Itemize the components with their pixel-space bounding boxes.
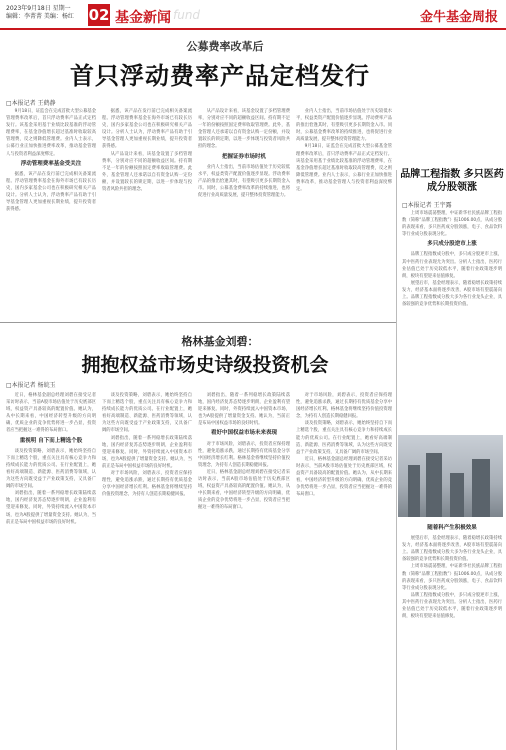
article1-col3 [198, 108, 290, 320]
article2-paragraph: 对于市场风险，刘碧表示，投资者应保持理性，避免追涨杀跌，通过长期持有优质基金分享中国经济增长红利。格林基金将继续坚持价值投资理念，为持有人创造长期稳健回报。 [198, 441, 290, 468]
article1-col2 [102, 108, 192, 320]
paper-name: 金牛基金周报 [419, 10, 498, 25]
article1-paragraph: 9月18日，证监会在完成首批大型公募基金管理费率改革后，首只浮动费率产品正式定档发行。该基金采用基于业绩比较基准的浮动管理费率，在基金净值增长超过基准时收取较高管理费，反之则降低管理费。业内人士表示，公募行业正加快推进费率改革，推动基金管理人与投资者利益深度绑定。 [6, 109, 96, 157]
article2-paragraph: 刘碧指出，随着一系列稳增长政策陆续落地，国内经济复苏态势逐步明朗，企业盈利有望迎来修复。同时，外资持续流入中国资本市场，也为A股提供了增量资金支持。她认为，当前正是布局中国权益市场的良好时机。 [198, 393, 290, 427]
section-divider [0, 322, 396, 323]
sidebar-col-upper [402, 210, 502, 432]
sidebar-byline: □本报记者 王宇露 [402, 202, 452, 209]
masthead [0, 0, 506, 30]
article2-paragraph: 谈及投资策略，刘碧表示，她始终坚持自下而上精选个股，重点关注具有核心竞争力和持续成长能力的优质公司。在行业配置上，她看好高端制造、新能源、医药消费等领域，认为这些方向既受益于产业政策支持，又具备广阔的市场空间。 [6, 448, 96, 490]
article2-title: 拥抱权益市场史诗级投资机会 [81, 354, 329, 376]
article1-paragraph: 从产品设计来看，该基金设置了多档管理费率，分别对应不同的超额收益区间。持有期不足一年的份额按照固定费率收取管理费。此外，基金管理人还承诺以自有资金认购一定份额，并设置较长的锁定期，以进一步体现与投资者风险共担的理念。 [102, 151, 192, 193]
article2-paragraph: 谈及投资策略，刘碧表示，她始终坚持自下而上精选个股，重点关注具有核心竞争力和持续成长能力的优质公司。在行业配置上，她看好高端制造、新能源、医药消费等领域，认为这些方向既受益于产业政策支持，又具备广阔的市场空间。 [102, 393, 192, 434]
article1-paragraph: 9月18日，证监会在完成首批大型公募基金管理费率改革后，首只浮动费率产品正式定档发行。该基金采用基于业绩比较基准的浮动管理费率，在基金净值增长超过基准时收取较高管理费，反之则降低管理费。业内人士表示，公募行业正加快推进费率改革，推动基金管理人与投资者利益深度绑定。 [296, 144, 392, 193]
article1-paragraph: 据悉，该产品在发行前已完成相关备案流程。浮动管理费率基金在海外市场已有较长历史，国内多家基金公司也在积极研究相关产品设计。分析人士认为，浮动费率产品有助于引导基金管理人更加重视长期业绩，提升投资者获得感。 [6, 171, 96, 213]
article1-byline: □本报记者 王鹤静 [6, 100, 56, 107]
article2-paragraph: 谈及投资策略，刘碧表示，她始终坚持自下而上精选个股，重点关注具有核心竞争力和持续成长能力的优质公司。在行业配置上，她看好高端制造、新能源、医药消费等领域，认为这些方向既受益于产业政策支持，又具备广阔的市场空间。 [296, 421, 392, 455]
article2-subhead: 看好中国权益市场未来表现 [210, 430, 277, 437]
article1-title: 首只浮动费率产品定档发行 [70, 62, 370, 90]
sidebar-title: 品牌工程指数 多只医药成分股领涨 [400, 169, 504, 193]
sidebar-subhead: 随着科产生积极效果 [427, 525, 477, 531]
article2-col4 [296, 392, 392, 748]
sidebar-paragraph: 上周市场震荡整理，中证新华社民族品牌工程指数（简称“品牌工程指数”）报1006.00点，从成分股的表现来看，多只医药成分股领涨，电子、食品饮料等行业成分股表现分化。 [402, 211, 502, 238]
article2-col2 [102, 392, 192, 748]
editor-line: 编辑：李菁菁 美编：杨红 [6, 13, 74, 20]
article2-byline: □本报记者 杨皖玉 [6, 382, 56, 389]
article2-paragraph: 对于市场风险，刘碧表示，投资者应保持理性，避免追涨杀跌，通过长期持有优质基金分享中国经济增长红利。格林基金将继续坚持价值投资理念，为持有人创造长期稳健回报。 [102, 471, 192, 498]
section-en: fund [173, 8, 201, 22]
article2-paragraph: 刘碧指出，随着一系列稳增长政策陆续落地，国内经济复苏态势逐步明朗，企业盈利有望迎来修复。同时，外资持续流入中国资本市场，也为A股提供了增量资金支持。她认为，当前正是布局中国权益市场的良好时机。 [6, 491, 96, 525]
sidebar-paragraph: 品牌工程指数成分股中，多只成分股逆市上涨，其中医药行业表现尤为突出。分析人士指出，医药行业估值已处于历史较低水平，随着行业政策逐步明朗，板块有望迎来估值修复。 [402, 592, 502, 620]
article1-col4 [296, 108, 392, 320]
sidebar-col-lower [402, 522, 502, 748]
section-number: 02 [88, 6, 110, 24]
section-name: 基金新闻 [115, 10, 171, 26]
sidebar-paragraph: 展望后市，基金经理表示，随着稳增长政策持续发力，经济基本面将逐步改善，A股市场有望震荡向上。品牌工程指数成分股大多为各行业龙头企业，具备较强的竞争优势和长期投资价值。 [402, 536, 502, 563]
date-line: 2023年9月18日 星期一 [6, 5, 71, 12]
issue-date [6, 5, 74, 21]
sidebar-subhead: 多只成分股逆市上涨 [427, 241, 477, 248]
article1-paragraph: 据悉，该产品在发行前已完成相关备案流程。浮动管理费率基金在海外市场已有较长历史，国内多家基金公司也在积极研究相关产品设计。分析人士认为，浮动费率产品有助于引导基金管理人更加重视长期业绩，提升投资者获得感。 [102, 109, 192, 150]
article2-paragraph: 近日，格林基金副总经理刘碧在接受记者采访时表示，当前A股市场估值处于历史底部区域，权益资产具备较高的配置价值。她认为，从中长期来看，中国经济转型升级的方向明确，优质企业的竞争优势将进一步凸显，投资者应当把握这一难得的布局窗口。 [296, 456, 392, 498]
sidebar-divider [396, 170, 397, 750]
article1-subhead: 浮动管理费率基金受关注 [20, 160, 82, 167]
article1-subhead: 把握证券市场时机 [221, 153, 266, 160]
article2-subhead: 重视明 自下而上精选个股 [19, 437, 83, 444]
article2-paragraph: 近日，格林基金副总经理刘碧在接受记者采访时表示，当前A股市场估值处于历史底部区域，权益资产具备较高的配置价值。她认为，从中长期来看，中国经济转型升级的方向明确，优质企业的竞争优势将进一步凸显，投资者应当把握这一难得的布局窗口。 [6, 393, 96, 434]
article2-paragraph: 刘碧指出，随着一系列稳增长政策陆续落地，国内经济复苏态势逐步明朗，企业盈利有望迎来修复。同时，外资持续流入中国资本市场，也为A股提供了增量资金支持。她认为，当前正是布局中国权益市场的良好时机。 [102, 435, 192, 469]
article1-paragraph: 业内人士指出，当前市场估值处于历史较低水平，权益类资产配置价值逐步显现。浮动费率产品的推出恰逢其时，有望吸引更多长期资金入市。同时，公募基金费率改革的持续推进，也将促进行业高质量发展，提升整体投资管理能力。 [296, 109, 392, 143]
article1-subtitle: 公募费率改革后 [186, 40, 264, 53]
article2-col3 [198, 392, 290, 748]
sidebar-paragraph: 品牌工程指数成分股中，多只成分股逆市上涨，其中医药行业表现尤为突出。分析人士指出，医药行业估值已处于历史较低水平，随着行业政策逐步明朗，板块有望迎来估值修复。 [402, 252, 502, 279]
article2-paragraph: 对于市场风险，刘碧表示，投资者应保持理性，避免追涨杀跌，通过长期持有优质基金分享中国经济增长红利。格林基金将继续坚持价值投资理念，为持有人创造长期稳健回报。 [296, 393, 392, 420]
article1-paragraph: 业内人士指出，当前市场估值处于历史较低水平，权益类资产配置价值逐步显现。浮动费率产品的推出恰逢其时，有望吸引更多长期资金入市。同时，公募基金费率改革的持续推进，也将促进行业高质量发展，提升整体投资管理能力。 [198, 164, 290, 199]
article1-paragraph: 从产品设计来看，该基金设置了多档管理费率，分别对应不同的超额收益区间。持有期不足一年的份额按照固定费率收取管理费。此外，基金管理人还承诺以自有资金认购一定份额，并设置较长的锁定期，以进一步体现与投资者风险共担的理念。 [198, 109, 290, 150]
sidebar-paragraph: 上周市场震荡整理，中证新华社民族品牌工程指数（简称“品牌工程指数”）报1006.00点，从成分股的表现来看，多只医药成分股领涨，电子、食品饮料等行业成分股表现分化。 [402, 564, 502, 591]
header-rule [0, 28, 506, 30]
article2-subtitle: 格林基金刘碧： [181, 335, 259, 348]
article1-col1 [6, 108, 96, 320]
article2-col1 [6, 392, 96, 748]
news-photo [398, 435, 503, 517]
article2-paragraph: 近日，格林基金副总经理刘碧在接受记者采访时表示，当前A股市场估值处于历史底部区域，权益资产具备较高的配置价值。她认为，从中长期来看，中国经济转型升级的方向明确，优质企业的竞争优势将进一步凸显，投资者应当把握这一难得的布局窗口。 [198, 469, 290, 511]
sidebar-paragraph: 展望后市，基金经理表示，随着稳增长政策持续发力，经济基本面将逐步改善，A股市场有望震荡向上。品牌工程指数成分股大多为各行业龙头企业，具备较强的竞争优势和长期投资价值。 [402, 280, 502, 308]
